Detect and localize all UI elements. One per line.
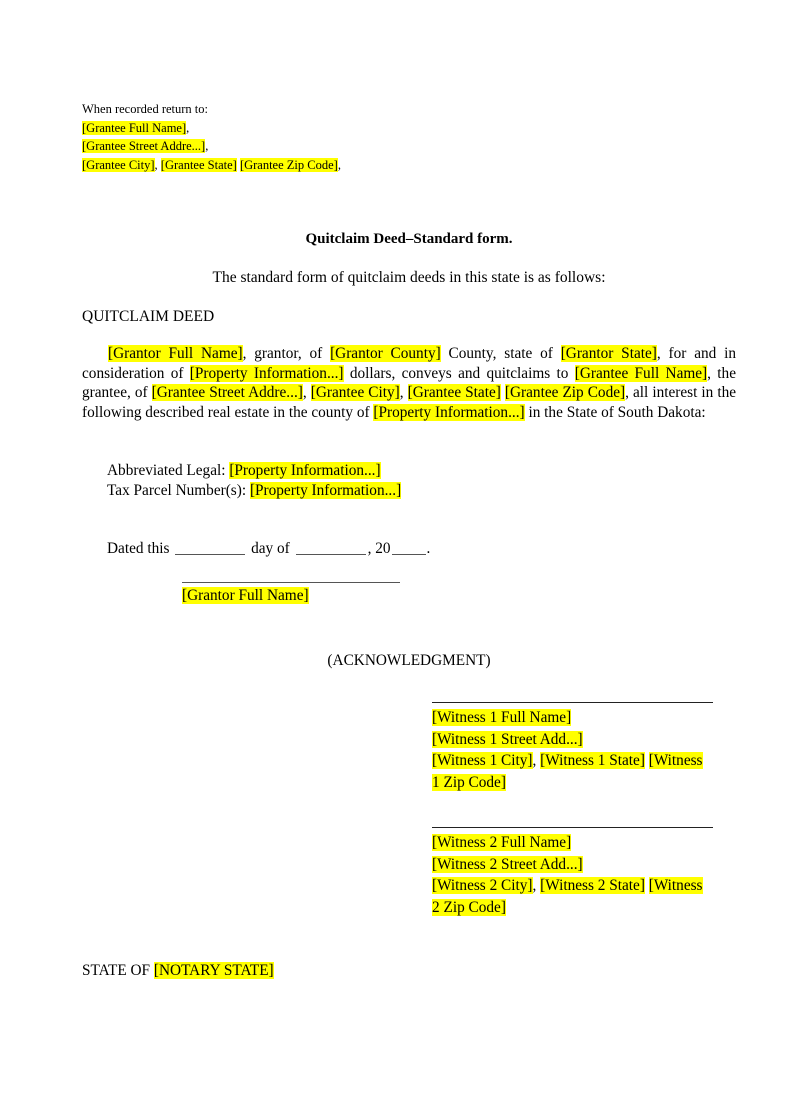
- placeholder-witness-2-city: [Witness 2 City]: [432, 877, 533, 894]
- grantor-signature-name: [182, 586, 400, 606]
- grantor-signature-line[interactable]: [182, 582, 400, 583]
- placeholder-witness-2-street-address: [Witness 2 Street Add...]: [432, 855, 583, 873]
- return-to-heading: When recorded return to:: [82, 102, 208, 116]
- placeholder-witness-2-state: [Witness 2 State]: [540, 877, 645, 894]
- placeholder-witness-1-street-address: [Witness 1 Street Add...]: [432, 730, 583, 748]
- return-to-comma-1: ,: [186, 120, 190, 135]
- abbreviated-legal-line: [107, 461, 401, 481]
- placeholder-grantee-zip-code-body: [Grantee Zip Code]: [504, 384, 626, 402]
- placeholder-grantee-street-address-body: [Grantee Street Addre...]: [151, 384, 303, 402]
- placeholder-grantee-full-name: [Grantee Full Name]: [82, 120, 187, 135]
- dated-year-blank[interactable]: [392, 554, 426, 555]
- placeholder-county-property-information: [Property Information...]: [373, 403, 525, 421]
- return-to-block: [82, 100, 502, 174]
- para-text-3: , for and in consideration of: [82, 345, 737, 382]
- witness-2-street: [432, 854, 713, 876]
- dated-mid: day of: [247, 540, 294, 557]
- witness-1-signature-line[interactable]: [432, 702, 713, 703]
- placeholder-grantee-street-address: [Grantee Street Addre...]: [82, 139, 206, 153]
- placeholder-witness-1-full-name: [Witness 1 Full Name]: [432, 709, 572, 726]
- witness-2-city-state-zip: [432, 875, 713, 918]
- witness-1-city-state-zip: [432, 750, 713, 793]
- dated-year-prefix: , 20: [367, 540, 391, 557]
- abbreviated-legal-label: Abbreviated Legal:: [107, 462, 230, 479]
- dated-line: [107, 539, 430, 559]
- placeholder-grantee-full-name-body: [Grantee Full Name]: [574, 364, 708, 382]
- placeholder-witness-2-full-name: [Witness 2 Full Name]: [432, 834, 572, 851]
- para-text-4: dollars, conveys and quitclaims to: [343, 364, 575, 382]
- para-text-10: in the State of South Dakota:: [524, 403, 706, 421]
- placeholder-notary-state: [NOTARY STATE]: [153, 962, 274, 979]
- placeholder-grantee-city: [Grantee City]: [82, 157, 155, 172]
- state-of-label: STATE OF: [82, 962, 154, 979]
- dated-month-blank[interactable]: [296, 554, 366, 555]
- placeholder-grantee-state: [Grantee State]: [160, 157, 237, 172]
- placeholder-witness-2-zip-code: [Witness 2 Zip Code]: [432, 877, 703, 916]
- section-label-quitclaim-deed: QUITCLAIM DEED: [82, 308, 215, 325]
- return-to-grantee-name: [82, 119, 502, 138]
- grantor-signature-block: [182, 582, 400, 606]
- placeholder-witness-1-city: [Witness 1 City]: [432, 752, 533, 769]
- placeholder-grantor-state: [Grantor State]: [560, 345, 657, 362]
- placeholder-grantor-full-name-signature: [Grantor Full Name]: [182, 587, 309, 604]
- witness-2-sep-1: ,: [532, 877, 541, 894]
- main-paragraph: [82, 344, 736, 422]
- return-to-city-state-zip: [82, 156, 502, 175]
- return-to-grantee-street: [82, 137, 502, 156]
- witness-1-block: [432, 702, 713, 793]
- witness-2-signature-line[interactable]: [432, 827, 713, 828]
- acknowledgment-heading: (ACKNOWLEDGMENT): [327, 652, 491, 669]
- para-text-2: County, state of: [440, 345, 561, 362]
- dated-day-blank[interactable]: [175, 554, 245, 555]
- placeholder-grantee-city-body: [Grantee City]: [310, 384, 400, 402]
- witness-2-full-name: [432, 832, 713, 854]
- para-text-5: , the grantee, of: [82, 364, 736, 402]
- placeholder-witness-1-zip-code: [Witness 1 Zip Code]: [432, 752, 703, 791]
- placeholder-abbreviated-legal-value: [Property Information...]: [229, 462, 381, 479]
- tax-parcel-label: Tax Parcel Number(s):: [107, 481, 250, 499]
- legal-description-block: [107, 461, 401, 500]
- tax-parcel-line: [107, 481, 401, 501]
- para-text-6: ,: [302, 384, 311, 402]
- csz-sep-1: ,: [154, 157, 161, 172]
- placeholder-grantor-county: [Grantor County]: [330, 345, 441, 362]
- placeholder-grantor-full-name: [Grantor Full Name]: [108, 345, 243, 362]
- placeholder-grantee-state-body: [Grantee State]: [407, 384, 501, 402]
- dated-prefix: Dated this: [107, 540, 174, 557]
- dated-suffix: .: [426, 540, 431, 557]
- state-of-line: [82, 961, 274, 981]
- witness-1-sep-1: ,: [532, 752, 541, 769]
- witness-2-block: [432, 827, 713, 918]
- return-to-comma-2: ,: [205, 139, 209, 153]
- intro-sentence: The standard form of quitclaim deeds in this state is as follows:: [212, 269, 606, 286]
- para-text-1: , grantor, of: [242, 345, 331, 362]
- placeholder-tax-parcel-value: [Property Information...]: [249, 481, 402, 499]
- placeholder-consideration-property-information: [Property Information...]: [189, 364, 344, 382]
- csz-trail: ,: [337, 157, 341, 172]
- para-text-9: , all interest in the following described real estate in the county of: [82, 384, 737, 421]
- placeholder-witness-1-state: [Witness 1 State]: [540, 752, 645, 769]
- placeholder-grantee-zip-code: [Grantee Zip Code]: [239, 157, 338, 172]
- witness-1-full-name: [432, 707, 713, 729]
- witness-1-street: [432, 729, 713, 751]
- document-title: Quitclaim Deed–Standard form.: [305, 231, 513, 247]
- para-text-7: ,: [399, 384, 408, 402]
